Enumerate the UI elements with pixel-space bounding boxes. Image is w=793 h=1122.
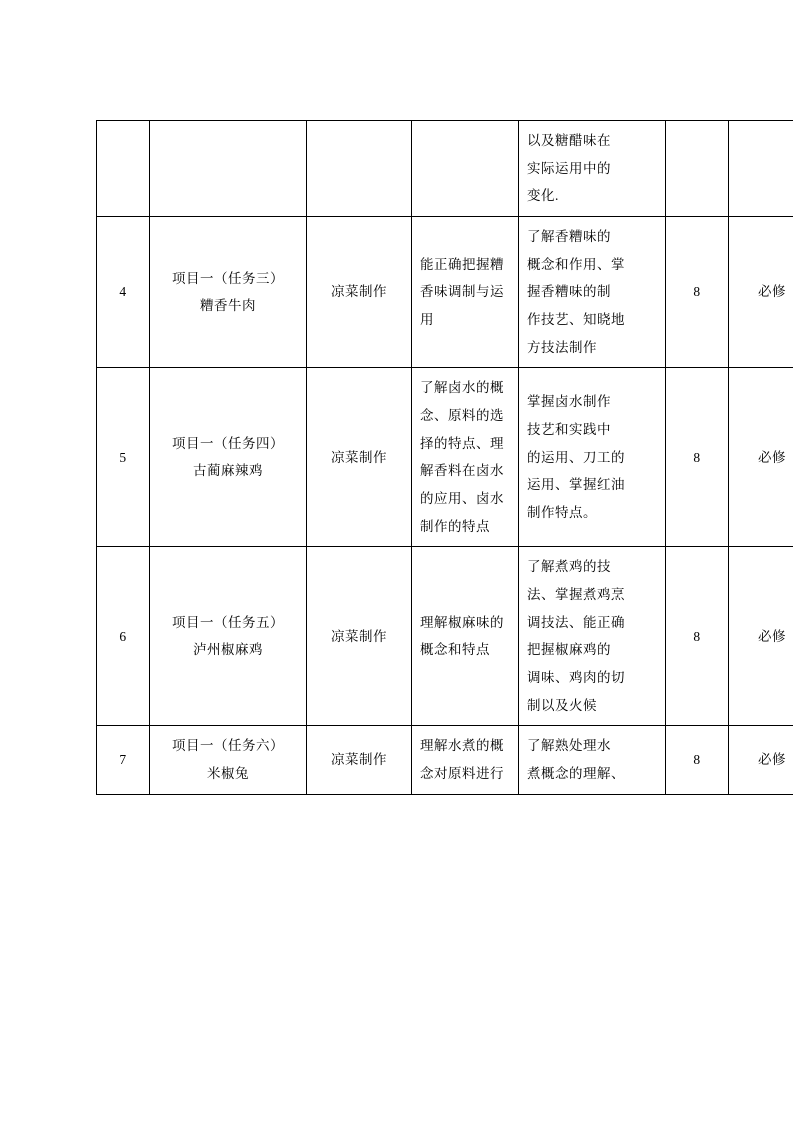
- cell-line: 能正确把握糟: [420, 256, 504, 272]
- table-row: [97, 726, 793, 794]
- cell-category: 凉菜制作: [307, 368, 412, 547]
- table-row: [97, 547, 793, 726]
- cell-project-name: [150, 547, 307, 726]
- cell-line: 理解椒麻味的: [420, 614, 504, 630]
- cell-requirement: 必修: [729, 726, 793, 794]
- cell-content: [519, 547, 666, 726]
- cell-project-name: [150, 726, 307, 794]
- cell-line: 了解煮鸡的技: [527, 559, 611, 575]
- table-row: [97, 217, 793, 368]
- cell-line: 制作的特点: [420, 518, 490, 534]
- table-body: [97, 121, 793, 795]
- cell-line: 解香料在卤水: [420, 463, 504, 479]
- table-row: [97, 121, 793, 217]
- cell-line: 糟香牛肉: [200, 298, 256, 314]
- cell-line: 项目一（任务三）: [172, 270, 284, 286]
- cell-category: 凉菜制作: [307, 547, 412, 726]
- cell-requirement: 必修: [729, 547, 793, 726]
- cell-line: 把握椒麻鸡的: [527, 642, 611, 658]
- cell-line: 握香糟味的制: [527, 284, 611, 300]
- cell-content: [519, 217, 666, 368]
- cell-line: 掌握卤水制作: [527, 394, 611, 410]
- cell-requirement: 必修: [729, 217, 793, 368]
- cell-line: 项目一（任务五）: [172, 614, 284, 630]
- cell-line: 技艺和实践中: [527, 421, 611, 437]
- cell-line: 以及糖醋味在: [527, 133, 611, 148]
- cell-hours: 8: [666, 217, 729, 368]
- cell-hours: 8: [666, 726, 729, 794]
- cell-project-name: [150, 368, 307, 547]
- cell-line: 用: [420, 312, 434, 328]
- cell-requirement: 必修: [729, 368, 793, 547]
- cell-goal: [412, 217, 519, 368]
- cell-line: 作技艺、知晓地: [527, 312, 625, 328]
- cell-line: 古蔺麻辣鸡: [193, 463, 263, 479]
- cell-line: 香味调制与运: [420, 284, 504, 300]
- cell-line: 制作特点。: [527, 504, 597, 520]
- table-row: [97, 368, 793, 547]
- cell-line: 运用、掌握红油: [527, 477, 625, 493]
- cell-hours: 8: [666, 547, 729, 726]
- cell-project-name: [150, 121, 307, 217]
- cell-content: [519, 368, 666, 547]
- cell-category: [307, 121, 412, 217]
- cell-line: 的运用、刀工的: [527, 449, 625, 465]
- cell-goal: [412, 121, 519, 217]
- cell-line: 法、掌握煮鸡烹: [527, 587, 625, 603]
- cell-line: 项目一（任务六）: [172, 738, 284, 754]
- cell-no: 6: [97, 547, 150, 726]
- cell-hours: 8: [666, 368, 729, 547]
- cell-content: [519, 121, 666, 217]
- cell-line: 了解卤水的概: [420, 380, 504, 396]
- cell-project-name: [150, 217, 307, 368]
- cell-category: 凉菜制作: [307, 726, 412, 794]
- cell-line: 方技法制作: [527, 339, 597, 355]
- cell-line: 了解熟处理水: [527, 738, 611, 754]
- cell-line: 变化.: [527, 188, 559, 204]
- cell-no: 4: [97, 217, 150, 368]
- cell-line: 项目一（任务四）: [172, 435, 284, 451]
- cell-line: 米椒兔: [207, 766, 249, 782]
- cell-line: 理解水煮的概: [420, 738, 504, 754]
- cell-no: 7: [97, 726, 150, 794]
- cell-requirement: [729, 121, 793, 217]
- cell-line: 实际运用中的: [527, 160, 611, 176]
- cell-line: 念、原料的选: [420, 408, 504, 424]
- cell-goal: [412, 368, 519, 547]
- cell-line: 择的特点、理: [420, 435, 504, 451]
- course-plan-table: [96, 120, 793, 795]
- cell-line: 念对原料进行: [420, 766, 504, 782]
- cell-line: 泸州椒麻鸡: [193, 642, 263, 658]
- cell-line: 调技法、能正确: [527, 614, 625, 630]
- cell-line: 调味、鸡肉的切: [527, 670, 625, 686]
- cell-no: 5: [97, 368, 150, 547]
- cell-line: 概念和作用、掌: [527, 256, 625, 272]
- cell-category: 凉菜制作: [307, 217, 412, 368]
- cell-line: 了解香糟味的: [527, 229, 611, 245]
- cell-goal: [412, 547, 519, 726]
- cell-content: [519, 726, 666, 794]
- cell-line: 制以及火候: [527, 697, 597, 713]
- cell-line: 的应用、卤水: [420, 491, 504, 507]
- cell-hours: [666, 121, 729, 217]
- cell-line: 概念和特点: [420, 642, 490, 658]
- cell-goal: [412, 726, 519, 794]
- cell-line: 煮概念的理解、: [527, 766, 625, 782]
- cell-no: [97, 121, 150, 217]
